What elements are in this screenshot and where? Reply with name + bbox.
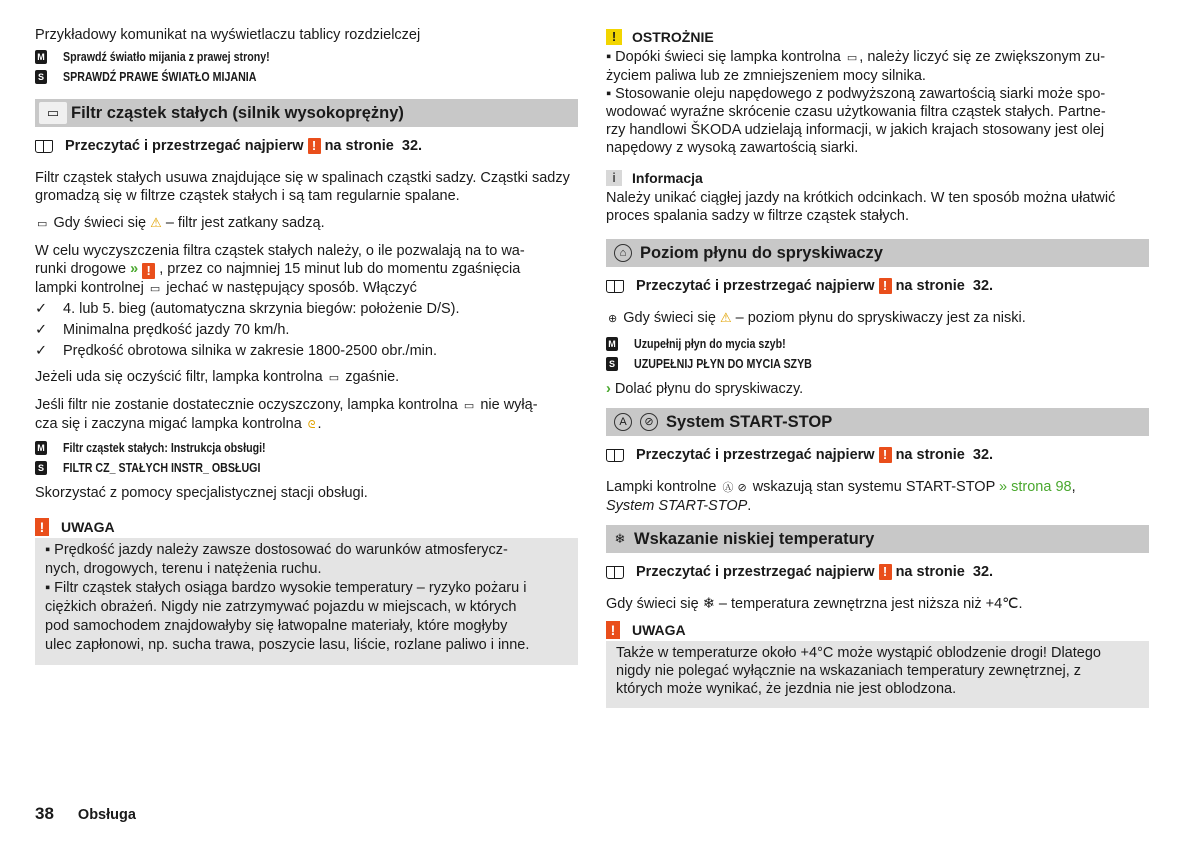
- page-reference-link[interactable]: 32.: [401, 138, 423, 154]
- filter-lamp-icon: ▭: [846, 52, 858, 64]
- filter-lamp-icon: ▭: [149, 283, 161, 295]
- start-stop-icon: A: [614, 413, 632, 431]
- badge-s: S: [606, 357, 618, 371]
- read-first-line: Przeczytać i przestrzegać najpierw ! na stronie 32.: [35, 137, 578, 155]
- badge-m: M: [606, 337, 618, 351]
- exclamation-icon: !: [879, 564, 892, 580]
- warning-body: ▪ Prędkość jazdy należy zawsze dostosować do warunków atmosferycz- nych, drogowych, terenu i natężenia ruchu. ▪ Filtr cząstek stałych osiąga bardzo wysokie temperatury – ryzyko pożaru i ciężkich obrażeń. Nigdy nie zatrzymywać pojazdu w miejscach, w których pod samochodem znajdowałyby się łatwopalne materiały, które mogłyby ulec zapłonowi, np. sucha trawa, poszycie lasu, liście, rozlane paliwo i inne.: [45, 542, 530, 653]
- info-icon: i: [606, 170, 622, 186]
- paragraph-dpf-intro: Filtr cząstek stałych usuwa znajdujące się w spalinach cząstki sadzy. Cząstki sadzy gromadzą się w filtrze cząstek stałych i są tam regularnie spalane.: [35, 170, 570, 204]
- start-stop-off-icon: ⊘: [737, 482, 747, 494]
- caution-body: ▪ Dopóki świeci się lampka kontrolna ▭ , należy liczyć się ze zwiększonym zu- życiem paliwa lub ze zmniejszeniem mocy silnika. ▪ Stosowanie oleju napędowego z podwyższoną zawartością siarki może spo- wodować wyraźne skrócenie czasu użytkowania filtra cząstek stałych. Partne- rzy handlowi ŠKODA udzielają informacji, w jakich krajach stosowany jest olej napędowy z wysoką zawartością siarki.: [606, 49, 1106, 156]
- book-icon: [606, 280, 624, 293]
- page-reference-link[interactable]: 32.: [972, 447, 994, 463]
- checklist: [35, 300, 578, 360]
- display-message-m: [35, 47, 578, 67]
- paragraph-filter-clean: Jeżeli uda się oczyścić filtr, lampka kontrolna ▭ zgaśnie.: [35, 369, 400, 385]
- glow-plug-icon: ᘓ: [307, 419, 316, 431]
- warning-title: ! UWAGA: [606, 619, 1149, 641]
- snowflake-icon: ❄: [702, 596, 715, 612]
- warning-box: [35, 516, 578, 665]
- page-reference-link[interactable]: 32.: [972, 564, 994, 580]
- right-column: [606, 26, 1149, 708]
- exclamation-icon: !: [879, 447, 892, 463]
- display-message-s: [35, 67, 578, 87]
- intro-text: Przykładowy komunikat na wyświetlaczu tablicy rozdzielczej: [35, 27, 421, 43]
- check-icon: ✓: [35, 301, 48, 317]
- paragraph-washer: ⊕ Gdy świeci się ⚠ – poziom płynu do spryskiwaczy jest za niski.: [608, 310, 1026, 326]
- page-number: 38: [35, 804, 54, 823]
- action-step: › Dolać płynu do spryskiwaczy.: [606, 381, 804, 397]
- paragraph-start-stop: Lampki kontrolne Ⓐ ⊘ wskazują stan systemu START-STOP » strona 98, System START-STOP.: [606, 479, 1076, 514]
- section-header-low-temp: ❄ Wskazanie niskiej temperatury: [606, 525, 1149, 553]
- book-icon: [35, 140, 53, 153]
- list-item: ✓ Prędkość obrotowa silnika w zakresie 1800-2500 obr./min.: [35, 343, 437, 359]
- badge-m: M: [35, 50, 47, 64]
- filter-lamp-icon: ▭: [463, 400, 475, 412]
- display-message-text: FILTR CZ_ STAŁYCH INSTR_ OBSŁUGI: [63, 460, 261, 475]
- left-column: [35, 26, 578, 665]
- book-icon: [606, 449, 624, 462]
- paragraph-filter-not-clean: Jeśli filtr nie zostanie dostatecznie oczyszczony, lampka kontrolna ▭ nie wyłą- cza się i zaczyna migać lampka kontrolna ᘓ .: [35, 397, 538, 432]
- warning-triangle-icon: ⚠: [150, 215, 162, 230]
- display-message-text: SPRAWDŹ PRAWE ŚWIATŁO MIJANIA: [63, 69, 257, 84]
- display-message-s: [606, 354, 1149, 374]
- display-message-text: Sprawdź światło mijania z prawej strony!: [63, 49, 270, 64]
- display-message-m: [35, 438, 578, 458]
- list-item: ✓ Minimalna prędkość jazdy 70 km/h.: [35, 322, 290, 338]
- filter-lamp-icon: ▭: [39, 102, 67, 124]
- exclamation-icon: !: [606, 621, 620, 639]
- badge-m: M: [35, 441, 47, 455]
- check-icon: ✓: [35, 343, 48, 359]
- paragraph-dpf-clogged: ▭ Gdy świeci się ⚠ – filtr jest zatkany sadzą.: [37, 215, 325, 231]
- list-item: ✓ 4. lub 5. bieg (automatyczna skrzynia biegów: położenie D/S).: [35, 301, 460, 317]
- warning-title: ! UWAGA: [35, 516, 578, 538]
- exclamation-icon: !: [142, 263, 155, 279]
- start-stop-icon: Ⓐ: [722, 482, 734, 494]
- book-icon: [606, 566, 624, 579]
- display-message-s: [35, 458, 578, 478]
- display-message-text: Uzupełnij płyn do mycia szyb!: [634, 336, 786, 351]
- section-header-dpf: [35, 99, 578, 127]
- display-message-text: UZUPEŁNIJ PŁYN DO MYCIA SZYB: [634, 356, 812, 371]
- info-title: i Informacja: [606, 167, 1149, 189]
- section-title: Filtr cząstek stałych (silnik wysokoprężny): [71, 104, 404, 122]
- section-header-start-stop: A ⊘ System START-STOP: [606, 408, 1149, 436]
- filter-lamp-icon: ▭: [37, 218, 48, 230]
- info-body: Należy unikać ciągłej jazdy na krótkich odcinkach. W ten sposób można ułatwić proces spalania sadzy w filtrze cząstek stałych.: [606, 190, 1116, 224]
- display-message-text: Filtr cząstek stałych: Instrukcja obsługi!: [63, 440, 266, 455]
- page-reference-link[interactable]: 32.: [972, 278, 994, 294]
- exclamation-icon: !: [606, 29, 622, 45]
- paragraph-low-temp: Gdy świeci się ❄ – temperatura zewnętrzna jest niższa niż +4℃.: [606, 596, 1023, 612]
- read-first-line: Przeczytać i przestrzegać najpierw ! na stronie 32.: [606, 563, 1149, 581]
- badge-s: S: [35, 461, 47, 475]
- read-first-line: Przeczytać i przestrzegać najpierw ! na stronie 32.: [606, 277, 1149, 295]
- washer-icon: ⊕: [608, 313, 618, 325]
- paragraph-service: Skorzystać z pomocy specjalistycznej stacji obsługi.: [35, 485, 368, 501]
- check-icon: ✓: [35, 322, 48, 338]
- chevron-link-icon[interactable]: »: [130, 261, 139, 277]
- start-stop-off-icon: ⊘: [640, 413, 658, 431]
- paragraph-dpf-clean: W celu wyczyszczenia filtra cząstek stałych należy, o ile pozwalają na to wa- runki drogowe » ! , przez co najmniej 15 minut lub do momentu zgaśnięcia lampki kontrolnej ▭ jechać w następujący sposób. Włączyć: [35, 243, 525, 296]
- page-link[interactable]: » strona 98: [999, 479, 1072, 495]
- badge-s: S: [35, 70, 47, 84]
- washer-icon: ⌂: [614, 244, 632, 262]
- footer-section: Obsługa: [77, 807, 136, 823]
- warning-box: [606, 619, 1149, 708]
- read-first-line: Przeczytać i przestrzegać najpierw ! na stronie 32.: [606, 446, 1149, 464]
- page-footer: [35, 805, 136, 824]
- caution-title: ! OSTROŻNIE: [606, 26, 1149, 48]
- filter-lamp-icon: ▭: [328, 372, 340, 384]
- arrow-step-icon: ›: [606, 381, 611, 397]
- warning-triangle-icon: ⚠: [719, 310, 732, 325]
- section-header-washer: ⌂ Poziom płynu do spryskiwaczy: [606, 239, 1149, 267]
- snowflake-icon: ❄: [614, 531, 626, 546]
- exclamation-icon: !: [879, 278, 892, 294]
- exclamation-icon: !: [308, 138, 321, 154]
- exclamation-icon: !: [35, 518, 49, 536]
- warning-body: Także w temperaturze około +4°C może wystąpić oblodzenie drogi! Dlatego nigdy nie polegać wyłącznie na wskazaniach temperatury zewnętrznej, z których może wynikać, że jezdnia nie jest oblodzona.: [616, 645, 1101, 697]
- display-message-m: [606, 334, 1149, 354]
